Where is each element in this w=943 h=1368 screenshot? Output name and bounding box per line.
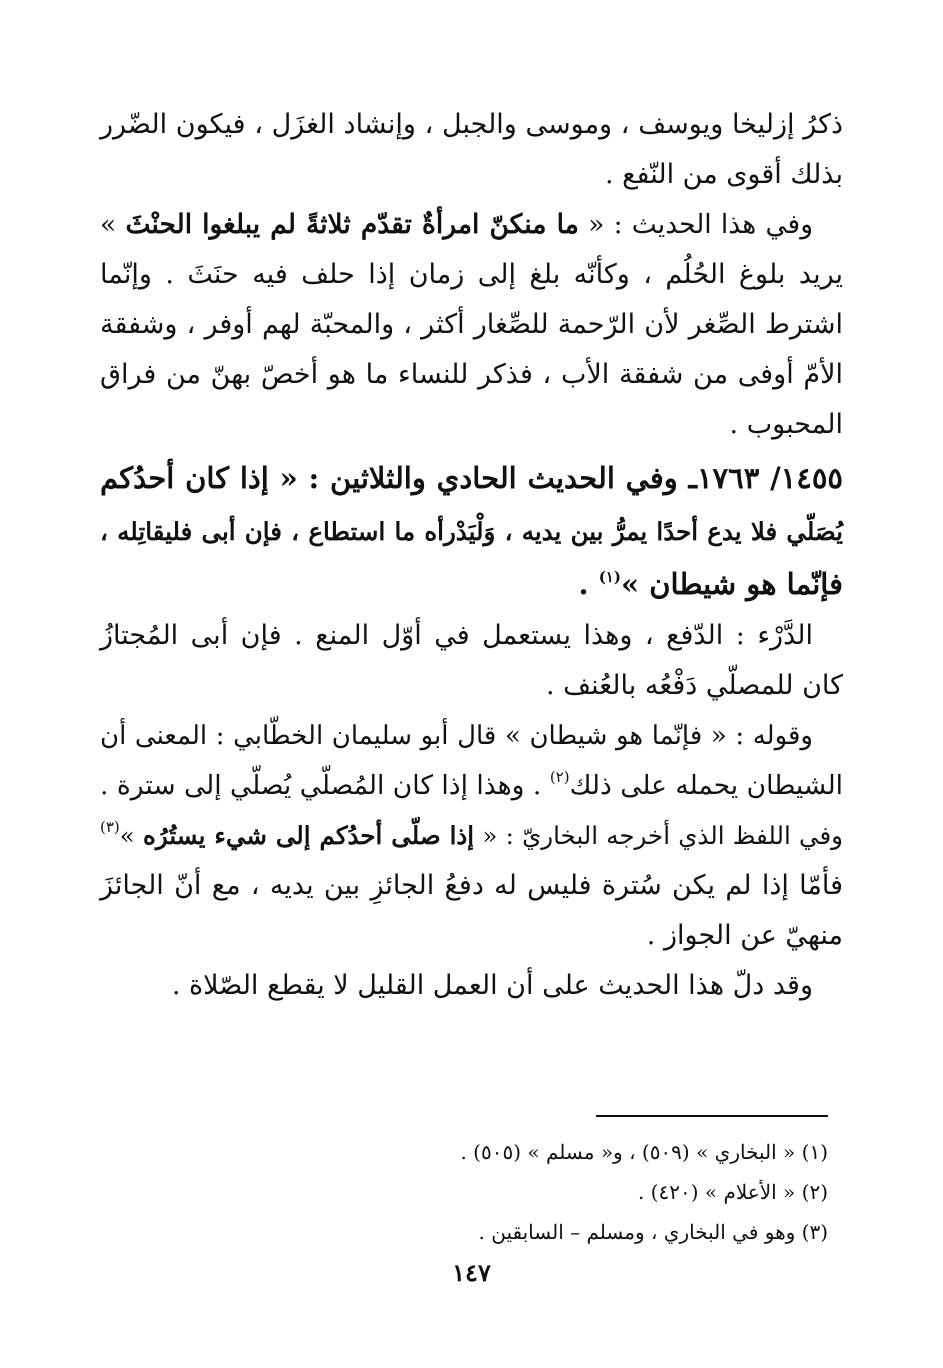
page-number: ١٤٧ (452, 1258, 491, 1287)
footnote-divider (596, 1115, 828, 1117)
footnote-ref: (٣) (100, 818, 120, 836)
text-span: . (578, 567, 599, 601)
text-line: الأمّ أوفى من شفقة الأب ، فذكر للنساء ما هو أخصّ بهنّ من فراق (100, 359, 843, 390)
footnote-ref: (١) (598, 568, 621, 586)
text-line: كان للمصلّي دَفْعُه بالعُنف . (546, 670, 843, 701)
text-line: منهيّ عن الجواز . (646, 920, 843, 951)
text-line: اشترط الصِّغر لأن الرّحمة للصِّغار أكثر ، والمحبّة لهم أوفر ، وشفقة (100, 309, 843, 340)
footnote-ref: (٢) (549, 768, 570, 786)
text-line: يريد بلوغ الحُلُم ، وكأنّه بلغ إلى زمان إذا حلف فيه حنَثَ . وإنّما (100, 259, 843, 290)
text-line (100, 200, 843, 250)
text-span: الشيطان يحمله على ذلك (569, 770, 843, 801)
text-span: فإنّما هو شيطان » (620, 567, 843, 601)
quoted-hadith-text: ما منكنّ امرأةٌ تقدّم ثلاثةً لم يبلغوا الحنْثَ (125, 209, 579, 240)
text-line (100, 761, 843, 811)
main-text (100, 100, 843, 1011)
text-line: فأمّا إذا لم يكن سُترة فليس له دفعُ الجائزِ بين يديه ، مع أنّ الجائزَ (100, 870, 843, 901)
text-span: . وهذا إذا كان المُصلّي يُصلّي إلى سترة . (100, 770, 550, 801)
text-line: ذكرُ إزليخا ويوسف ، وموسى والجبل ، وإنشاد الغزَل ، فيكون الضّرر (100, 109, 843, 140)
footnote: (٣) وهو في البخاري ، ومسلم – السابقين . (478, 1220, 828, 1244)
footnote: (١) « البخاري » (٥٠٩) ، و« مسلم » (٥٠٥) . (460, 1140, 828, 1164)
text-span: » (100, 209, 126, 240)
quoted-hadith-text: إذا صلّى أحدُكم إلى شيء يستُرُه (143, 821, 475, 850)
footnote: (٢) « الأعلام » (٤٢٠) . (637, 1180, 828, 1204)
hadith-heading-line: ١٤٥٥/ ١٧٦٣ـ وفي الحديث الحادي والثلاثين : « إذا كان أحدُكم (100, 461, 843, 495)
text-span: وفي هذا الحديث : « (578, 209, 813, 240)
text-span: » (119, 821, 144, 850)
text-line: وقد دلّ هذا الحديث على أن العمل القليل لا يقطع الصّلاة . (171, 970, 813, 1001)
text-line (100, 811, 843, 861)
hadith-line (100, 558, 843, 611)
text-line: وقوله : « فإنّما هو شيطان » قال أبو سليمان الخطّابي : المعنى أن (100, 721, 813, 751)
footnotes (300, 1132, 828, 1252)
text-line: المحبوب . (729, 409, 843, 440)
text-span: وفي اللفظ الذي أخرجه البخاريّ : « (474, 821, 844, 850)
text-line: الدَّرْء : الدّفع ، وهذا يستعمل في أوّل المنع . فإن أبى المُجتازُ (100, 620, 813, 651)
text-line: بذلك أقوى من النّفع . (605, 159, 843, 190)
hadith-line: يُصَلّي فلا يدع أحدًا يمرُّ بين يديه ، وَلْيَدْرأه ما استطاع ، فإن أبى فليقاتِله ، (100, 517, 843, 546)
